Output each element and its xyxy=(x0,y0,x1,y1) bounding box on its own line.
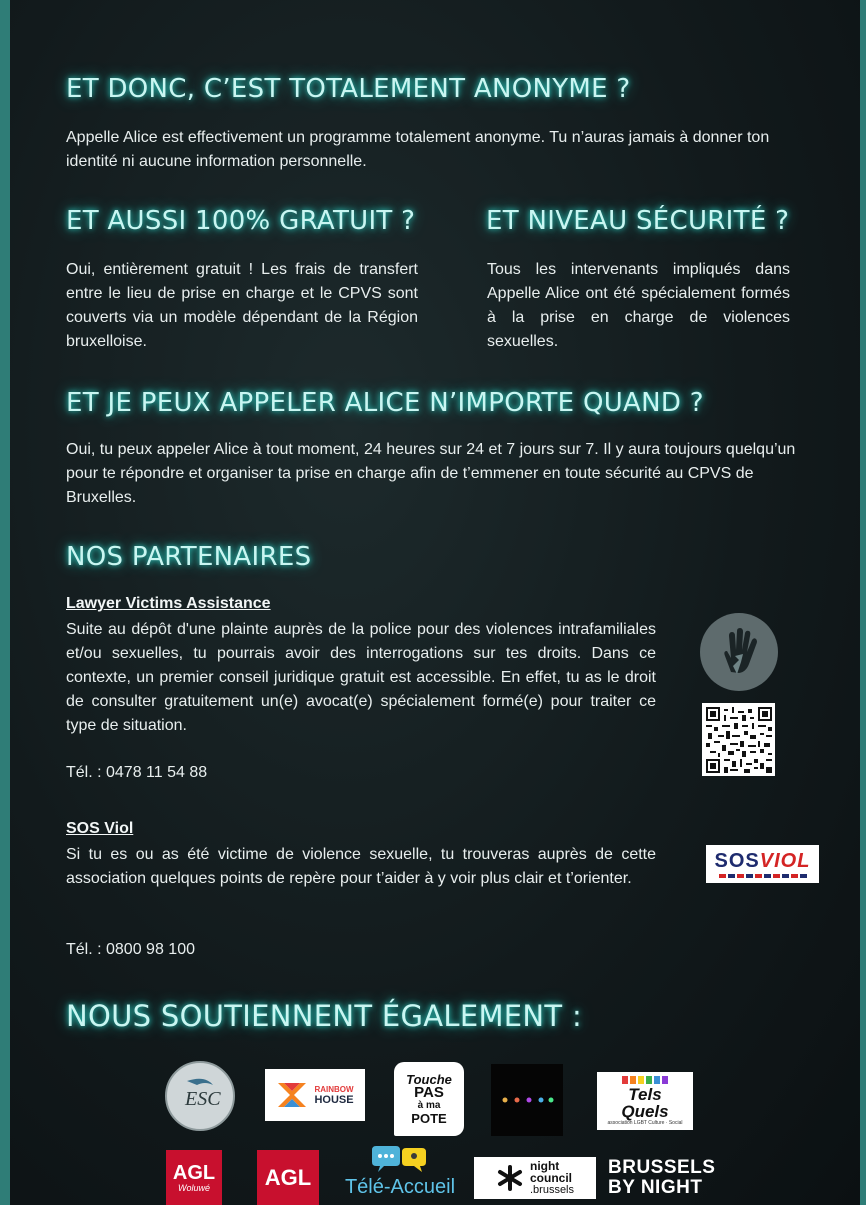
speech-bubbles-icon xyxy=(372,1142,428,1176)
qr-code xyxy=(702,703,775,776)
heading-soutiens: NOUS SOUTIENNENT ÉGALEMENT : xyxy=(66,999,583,1033)
page-edge-left xyxy=(0,0,10,1205)
sosviol-logo-sos: SOS xyxy=(714,850,760,872)
tels-quels-sub: association LGBT Culture · Social xyxy=(607,1120,683,1126)
heading-quand: ET JE PEUX APPELER ALICE N’IMPORTE QUAND ? xyxy=(66,388,704,418)
night-council-line3: .brussels xyxy=(529,1184,575,1196)
partner-text-lawyer: Suite au dépôt d'une plainte auprès de la police pour des violences intrafamiliales et/ou sexuelles, tu pourrais avoir des interrogations sur tes droits. Dans ce contexte, un premier conseil juridique gratuit est accessible. En effet, tu as le droit de consulter gratuitement un(e) avocat(e) spécialement formé(e) pour traiter ce type de situation. xyxy=(66,621,656,734)
touche-pas-line5: POTE xyxy=(411,1111,447,1126)
tels-quels-logo xyxy=(597,1072,693,1130)
heading-anonyme: ET DONC, C’EST TOTALEMENT ANONYME ? xyxy=(66,74,631,104)
brussels-by-night-logo xyxy=(608,1156,734,1200)
sacha-mark-icon xyxy=(499,1094,555,1106)
touche-pas-line3: à xyxy=(417,1100,424,1111)
tele-accueil-label: Télé-Accueil xyxy=(344,1176,456,1198)
agl-label: AGL xyxy=(264,1164,312,1190)
heading-securite: ET NIVEAU SÉCURITÉ ? xyxy=(486,206,790,236)
text-anonyme: Appelle Alice est effectivement un programme totalement anonyme. Tu n’auras jamais à donner ton identité ni aucune information personnelle. xyxy=(66,129,770,170)
night-council-line1: night xyxy=(529,1159,560,1173)
hand-icon xyxy=(713,626,765,678)
agl-woluwe-logo xyxy=(166,1150,222,1205)
agl-woluwe-label: AGL xyxy=(172,1161,216,1184)
rainbow-house-top: RAINBOW xyxy=(314,1085,354,1094)
heading-partenaires: NOS PARTENAIRES xyxy=(66,542,312,572)
night-council-line2: council xyxy=(529,1171,572,1185)
sosviol-logo-dots xyxy=(719,874,807,878)
tels-quels-line2: Quels xyxy=(621,1102,669,1121)
sosviol-logo-viol: VIOL xyxy=(759,850,811,872)
rainbow-x-icon xyxy=(276,1079,308,1111)
page-edge-right xyxy=(860,0,866,1205)
tele-accueil-logo xyxy=(338,1142,462,1205)
rainbow-house-logo xyxy=(265,1069,365,1121)
partner-tel-sosviol: Tél. : 0800 98 100 xyxy=(66,941,195,958)
partner-text-sosviol: Si tu es ou as été victime de violence sexuelle, tu trouveras auprès de cette association quelques points de repère pour t’aider à y voir plus clair et t’orienter. xyxy=(66,846,656,887)
tels-quels-rainbow xyxy=(622,1076,668,1084)
touche-pas-logo xyxy=(394,1062,464,1136)
night-council-logo xyxy=(474,1157,596,1199)
tels-quels-line1: Tels xyxy=(628,1085,662,1104)
touche-pas-line4: ma xyxy=(425,1100,441,1111)
text-securite: Tous les intervenants impliqués dans Appelle Alice ont été spécialement formés à la prise en charge de violences sexuelles. xyxy=(487,261,790,350)
partner-tel-lawyer: Tél. : 0478 11 54 88 xyxy=(66,764,208,781)
touche-pas-line2: PAS xyxy=(414,1084,444,1101)
brussels-by-night-line1: BRUSSELS xyxy=(608,1157,716,1178)
sacha-logo xyxy=(491,1064,563,1136)
svg-text:ESC: ESC xyxy=(185,1088,221,1110)
partner-name-sosviol: SOS Viol xyxy=(66,820,134,837)
text-quand: Oui, tu peux appeler Alice à tout moment, 24 heures sur 24 et 7 jours sur 7. Il y aura toujours quelqu’un pour te répondre et organiser ta prise en charge afin de t’emmener en toute sécurité au CPVS de Bruxelles. xyxy=(66,441,796,506)
qr-code-icon xyxy=(706,707,772,773)
agl-logo xyxy=(257,1150,319,1205)
brussels-by-night-line2: BY NIGHT xyxy=(608,1177,703,1198)
heading-gratuit: ET AUSSI 100% GRATUIT ? xyxy=(66,206,416,236)
esc-logo xyxy=(165,1061,235,1131)
asterisk-icon xyxy=(496,1164,524,1192)
partner-name-lawyer: Lawyer Victims Assistance xyxy=(66,595,271,612)
text-gratuit: Oui, entièrement gratuit ! Les frais de transfert entre le lieu de prise en charge et le CPVS sont couverts via un modèle dépendant de la Région bruxelloise. xyxy=(66,261,418,350)
sosviol-logo xyxy=(706,845,819,883)
touche-pas-line1: Touche xyxy=(406,1072,452,1087)
lawyer-hand-logo xyxy=(700,613,778,691)
agl-woluwe-sub: Woluwé xyxy=(177,1182,210,1193)
esc-emblem-icon xyxy=(175,1071,225,1121)
rainbow-house-label: HOUSE xyxy=(314,1094,354,1106)
